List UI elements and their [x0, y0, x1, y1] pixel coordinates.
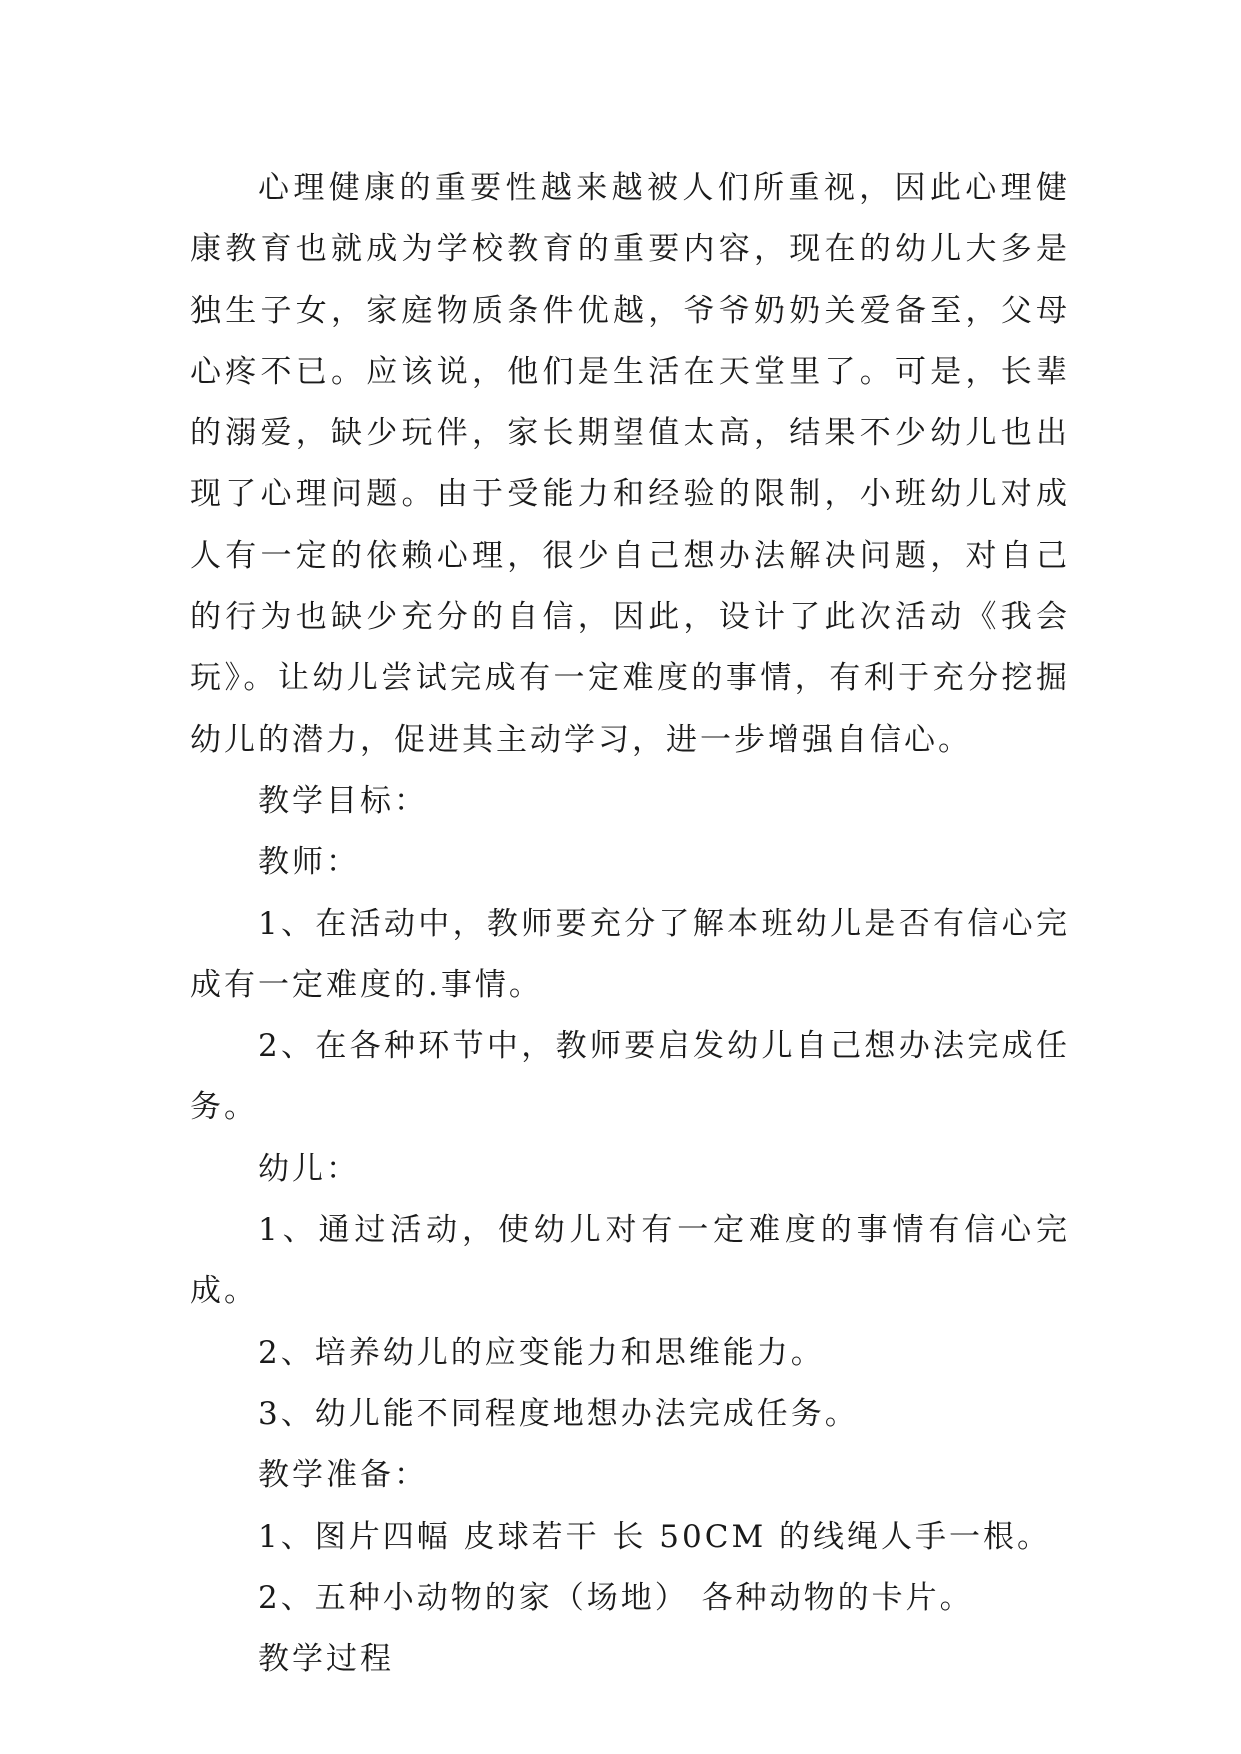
teacher-goal-1: 1、在活动中，教师要充分了解本班幼儿是否有信心完成有一定难度的.事情。	[190, 905, 1070, 1003]
subheading-children: 幼儿：	[258, 1150, 360, 1187]
intro-paragraph: 心理健康的重要性越来越被人们所重视，因此心理健康教育也就成为学校教育的重要内容，现在的幼儿大多是独生子女，家庭物质条件优越，爷爷奶奶关爱备至，父母心疼不已。应该说，他们是生活在天堂里了。可是，长辈的溺爱，缺少玩伴，家长期望值太高，结果不少幼儿也出现了心理问题。由于受能力和经验的限制，小班幼儿对成人有一定的依赖心理，很少自己想办法解决问题，对自己的行为也缺少充分的自信，因此，设计了此次活动《我会玩》。让幼儿尝试完成有一定难度的事情，有利于充分挖掘幼儿的潜力，促进其主动学习，进一步增强自信心。	[190, 170, 1070, 758]
preparation-item-1: 1、图片四幅 皮球若干 长 50CM 的线绳人手一根。	[258, 1518, 1052, 1555]
children-goal-1: 1、通过活动，使幼儿对有一定难度的事情有信心完成。	[190, 1212, 1070, 1310]
preparation-item-2: 2、五种小动物的家（场地） 各种动物的卡片。	[258, 1579, 974, 1616]
subheading-teacher: 教师：	[258, 844, 360, 881]
section-heading-preparation: 教学准备：	[258, 1457, 428, 1494]
children-goal-2: 2、培养幼儿的应变能力和思维能力。	[258, 1334, 825, 1371]
document-body	[190, 158, 1070, 1690]
teacher-goal-2: 2、在各种环节中，教师要启发幼儿自己想办法完成任务。	[190, 1028, 1070, 1126]
section-heading-process: 教学过程	[258, 1641, 394, 1678]
section-heading-goals: 教学目标：	[258, 782, 428, 819]
children-goal-3: 3、幼儿能不同程度地想办法完成任务。	[258, 1395, 859, 1432]
